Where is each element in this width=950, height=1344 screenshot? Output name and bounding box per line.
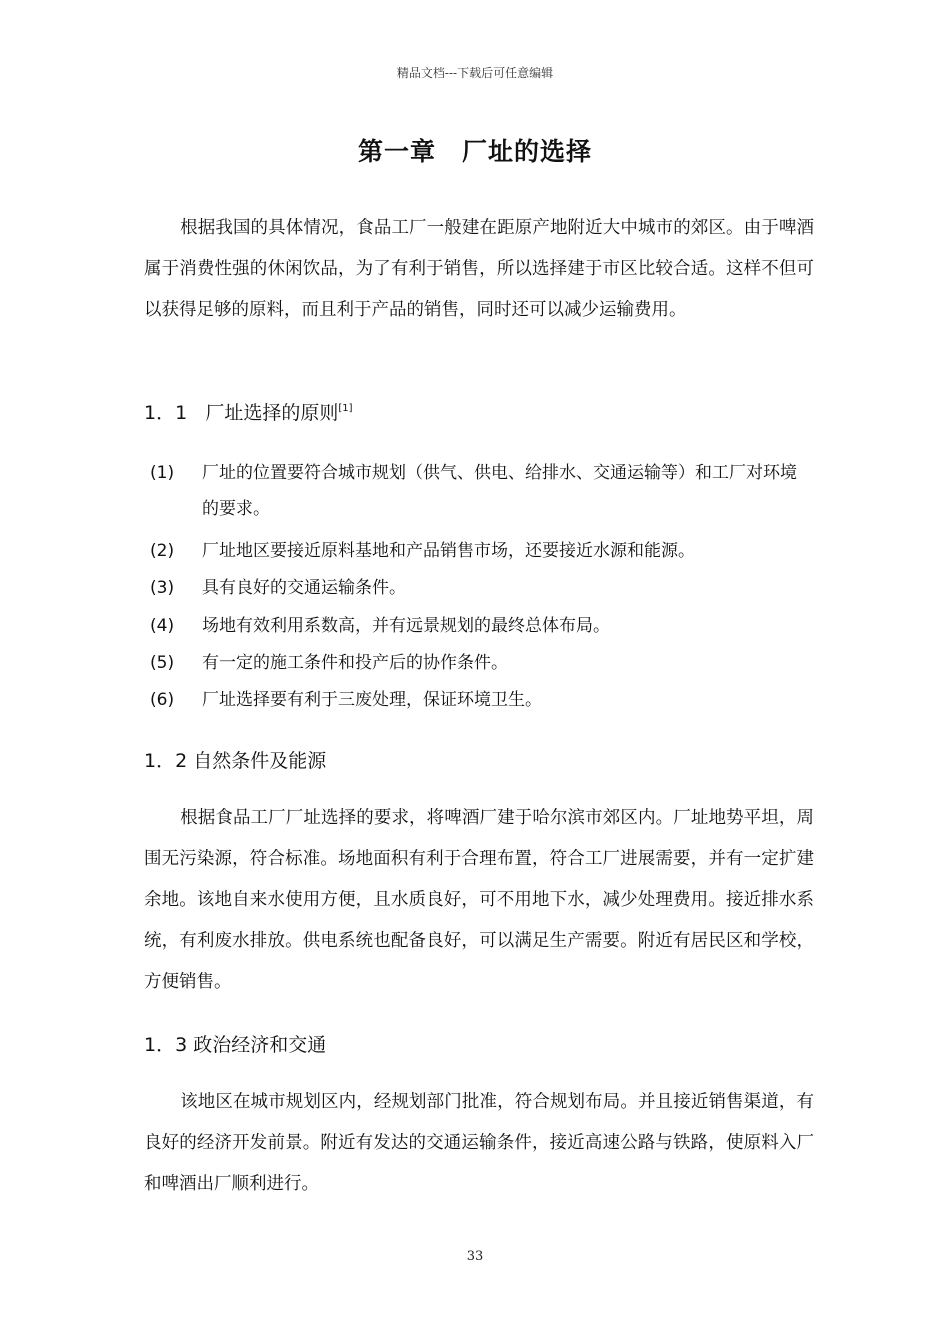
item-text: 具有良好的交通运输条件。: [202, 578, 406, 598]
section-1-3-text: 该地区在城市规划区内，经规划部门批准，符合规划布局。并且接近销售渠道，有良好的经济开发前景。附近有发达的交通运输条件，接近高速公路与铁路，使原料入厂和啤酒出厂顺利进行。: [144, 1092, 814, 1194]
principle-item: [150, 645, 810, 681]
section-1-2-heading: 1．2 自然条件及能源: [144, 750, 327, 772]
page-header: 精品文档---下载后可任意编辑: [396, 66, 554, 80]
item-text: 厂址的位置要符合城市规划（供气、供电、给排水、交通运输等）和工厂对环境的要求。: [202, 463, 797, 519]
item-number: (2): [150, 541, 175, 561]
principle-item: [150, 455, 810, 527]
section-1-1-number: 1．1: [144, 402, 188, 424]
section-1-3-paragraph: [144, 1082, 814, 1205]
item-text: 厂址选择要有利于三废处理，保证环境卫生。: [202, 690, 542, 710]
intro-paragraph: [144, 208, 814, 331]
item-number: (6): [150, 690, 175, 710]
section-1-3-heading: 1．3 政治经济和交通: [144, 1034, 327, 1056]
section-1-2-text: 根据食品工厂厂址选择的要求，将啤酒厂建于哈尔滨市郊区内。厂址地势平坦，周围无污染源，符合标准。场地面积有利于合理布置，符合工厂进展需要，并有一定扩建余地。该地自来水使用方便，且水质良好，可不用地下水，减少处理费用。接近排水系统，有利废水排放。供电系统也配备良好，可以满足生产需要。附近有居民区和学校，方便销售。: [144, 808, 814, 992]
chapter-title: 第一章 厂址的选择: [357, 137, 592, 166]
section-1-1-title: 厂址选择的原则: [205, 402, 339, 424]
citation-ref: [1]: [338, 403, 353, 414]
principle-item: [150, 570, 810, 606]
intro-text: 根据我国的具体情况，食品工厂一般建在距原产地附近大中城市的郊区。由于啤酒属于消费性强的休闲饮品，为了有利于销售，所以选择建于市区比较合适。这样不但可以获得足够的原料，而且利于产品的销售，同时还可以减少运输费用。: [144, 218, 814, 320]
item-number: (5): [150, 653, 175, 673]
principle-item: [150, 533, 810, 569]
principle-item: [150, 682, 810, 718]
item-text: 场地有效利用系数高，并有远景规划的最终总体布局。: [202, 616, 610, 636]
section-1-2-paragraph: [144, 798, 814, 1003]
item-number: (3): [150, 578, 175, 598]
item-text: 厂址地区要接近原料基地和产品销售市场，还要接近水源和能源。: [202, 541, 695, 561]
item-number: (1): [150, 463, 175, 483]
principle-item: [150, 608, 810, 644]
page-number: 33: [466, 1249, 484, 1264]
item-text: 有一定的施工条件和投产后的协作条件。: [202, 653, 508, 673]
section-1-1-heading: [144, 398, 353, 425]
item-number: (4): [150, 616, 175, 636]
